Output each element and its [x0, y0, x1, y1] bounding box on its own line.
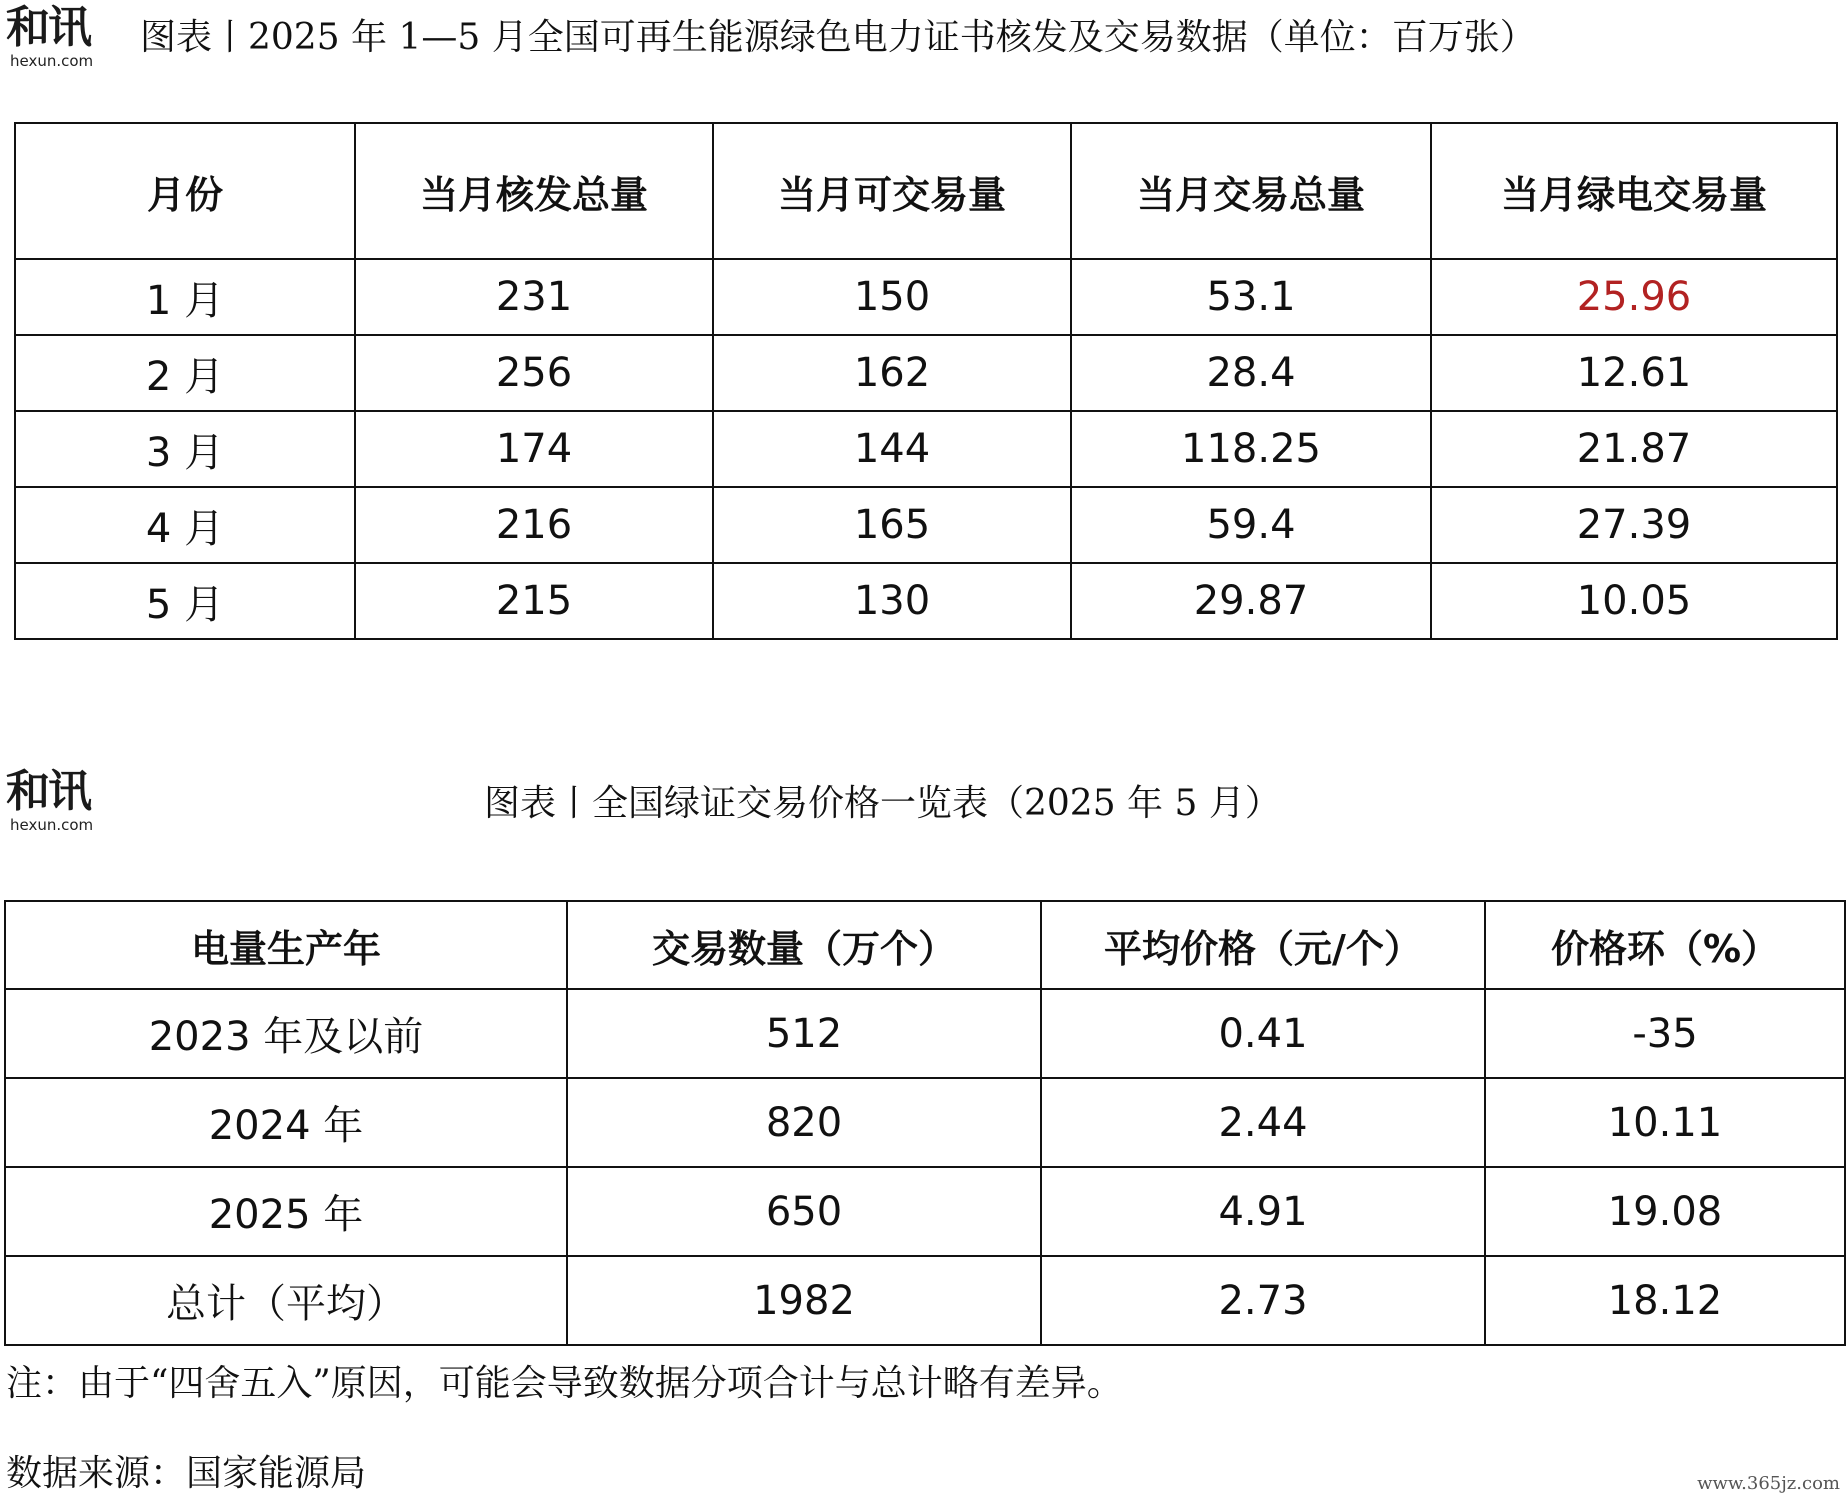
table1-cell: 174	[355, 411, 713, 487]
table1-cell: 21.87	[1431, 411, 1837, 487]
data-source: 数据来源：国家能源局	[6, 1453, 367, 1494]
table2-cell: 650	[567, 1167, 1041, 1256]
table2-cell: 2023 年及以前	[5, 989, 567, 1078]
table1-cell: 10.05	[1431, 563, 1837, 639]
table1-cell: 216	[355, 487, 713, 563]
table1-cell: 27.39	[1431, 487, 1837, 563]
table-row	[15, 563, 1837, 639]
table2-header-row	[5, 901, 1845, 989]
table1-cell: 150	[713, 259, 1071, 335]
table1-cell: 1 月	[15, 259, 355, 335]
table1-cell: 256	[355, 335, 713, 411]
table1-header-green-power: 当月绿电交易量	[1431, 123, 1837, 259]
table1-cell: 12.61	[1431, 335, 1837, 411]
table1-cell: 144	[713, 411, 1071, 487]
hexun-logo-sub: hexun.com	[10, 816, 94, 834]
table-row	[15, 259, 1837, 335]
green-certificate-price-table	[4, 900, 1846, 1346]
table1-cell-highlight: 25.96	[1431, 259, 1837, 335]
table-row	[15, 487, 1837, 563]
table1-cell: 130	[713, 563, 1071, 639]
table2-cell: 总计（平均）	[5, 1256, 567, 1345]
table2-cell: 1982	[567, 1256, 1041, 1345]
table-row	[5, 1167, 1845, 1256]
table1-cell: 5 月	[15, 563, 355, 639]
table2-header-change: 价格环（%）	[1485, 901, 1845, 989]
table1-cell: 231	[355, 259, 713, 335]
table1-cell: 4 月	[15, 487, 355, 563]
table2-cell: 512	[567, 989, 1041, 1078]
table1-header-issued: 当月核发总量	[355, 123, 713, 259]
table-row	[5, 1256, 1845, 1345]
hexun-logo	[6, 768, 116, 840]
table2-cell: 820	[567, 1078, 1041, 1167]
table1-header-traded: 当月交易总量	[1071, 123, 1431, 259]
site-watermark: www.365jz.com	[1697, 1473, 1840, 1494]
table2-header-quantity: 交易数量（万个）	[567, 901, 1041, 989]
green-certificate-issuance-table	[14, 122, 1838, 640]
table2-header-year: 电量生产年	[5, 901, 567, 989]
table2-cell: 0.41	[1041, 989, 1485, 1078]
rounding-note: 注：由于“四舍五入”原因，可能会导致数据分项合计与总计略有差异。	[6, 1363, 1123, 1404]
hexun-logo-mark: 和讯	[6, 2, 90, 53]
table2-title: 图表丨全国绿证交易价格一览表（2025 年 5 月）	[484, 783, 1281, 824]
table1-cell: 215	[355, 563, 713, 639]
table1-header-month: 月份	[15, 123, 355, 259]
table1-cell: 53.1	[1071, 259, 1431, 335]
table2-cell: 4.91	[1041, 1167, 1485, 1256]
table1-title: 图表丨2025 年 1—5 月全国可再生能源绿色电力证书核发及交易数据（单位：百万张）	[140, 17, 1536, 58]
hexun-logo-mark: 和讯	[6, 766, 90, 817]
hexun-logo-sub: hexun.com	[10, 52, 94, 70]
table2-cell: 18.12	[1485, 1256, 1845, 1345]
table-row	[15, 411, 1837, 487]
table-row	[5, 1078, 1845, 1167]
table1-cell: 118.25	[1071, 411, 1431, 487]
table2-cell: 2.73	[1041, 1256, 1485, 1345]
table1-cell: 59.4	[1071, 487, 1431, 563]
table2-cell: 10.11	[1485, 1078, 1845, 1167]
table1-header-row	[15, 123, 1837, 259]
table2-cell: 2025 年	[5, 1167, 567, 1256]
table2-cell: 2.44	[1041, 1078, 1485, 1167]
table2-cell: 2024 年	[5, 1078, 567, 1167]
table2-cell: 19.08	[1485, 1167, 1845, 1256]
table1-cell: 162	[713, 335, 1071, 411]
table1-header-tradable: 当月可交易量	[713, 123, 1071, 259]
table-row	[15, 335, 1837, 411]
table1-cell: 28.4	[1071, 335, 1431, 411]
table2-header-price: 平均价格（元/个）	[1041, 901, 1485, 989]
table2-cell: -35	[1485, 989, 1845, 1078]
table1-cell: 165	[713, 487, 1071, 563]
table1-cell: 3 月	[15, 411, 355, 487]
table1-cell: 29.87	[1071, 563, 1431, 639]
table1-cell: 2 月	[15, 335, 355, 411]
hexun-logo	[6, 4, 116, 76]
table-row	[5, 989, 1845, 1078]
